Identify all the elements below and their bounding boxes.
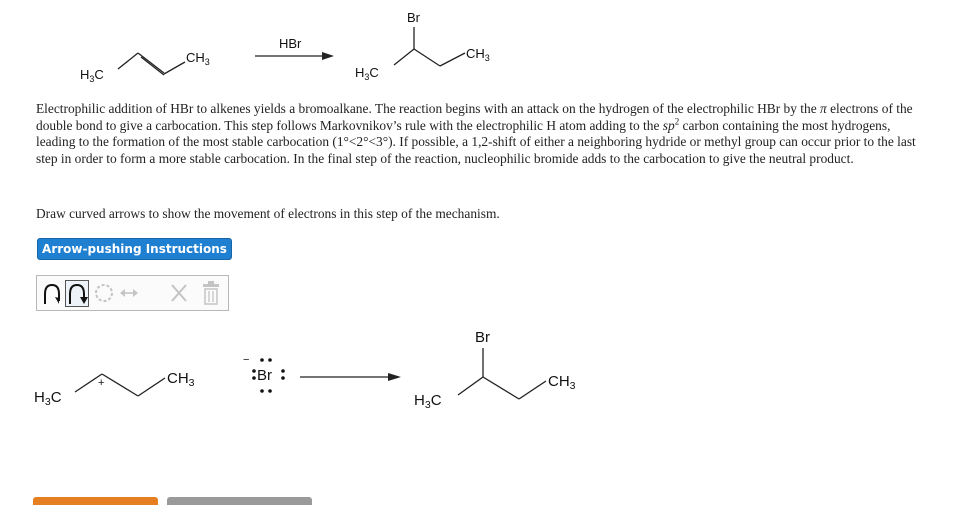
- drawing-toolbar: [36, 275, 229, 311]
- top-product: [355, 10, 490, 82]
- mechanism-arrow: [300, 373, 401, 381]
- resize-tool[interactable]: [117, 280, 141, 307]
- trash-icon: [200, 280, 222, 307]
- carbocation-left-group: $H_3C$: [34, 389, 62, 408]
- mechanism-product-substituent: Br: [475, 329, 490, 346]
- secondary-button[interactable]: [167, 497, 312, 505]
- reactant-left-group: $H_3C$: [80, 67, 104, 84]
- description-paragraph: Electrophilic addition of HBr to alkenes yields a bromoalkane. The reaction begins with an attack on the hydrogen of the electrophilic HBr by the π electrons of the double bond to give a carbocation. This step follows Markovnikov’s rule with the electrophilic H atom adding to the $sp^2$ carbon containing the most hydrogens, leading to the formation of the most stable carbocation (1°<2°<3°). If possible, a 1,2-shift of either a neighboring hydride or methyl group can occur prior to the last step in order to form a more stable carbocation. In the final step of the reaction, nucleophilic bromide adds to the carbocation to give the neutral product.: [36, 101, 916, 166]
- curved-arrow-half-icon: [41, 280, 63, 307]
- carbocation-right-group: $CH_3$: [167, 370, 195, 389]
- bromide-charge: −: [243, 354, 250, 366]
- bromide-symbol: Br: [257, 367, 272, 384]
- close-icon: [168, 280, 190, 307]
- double-arrow-icon: [117, 280, 141, 307]
- top-product-right-group: $CH_3$: [466, 46, 490, 63]
- carbocation: [34, 370, 195, 408]
- top-product-left-group: $H_3C$: [355, 65, 379, 82]
- instruction-prompt: Draw curved arrows to show the movement of electrons in this step of the mechanism.: [36, 206, 500, 221]
- lasso-tool[interactable]: [92, 280, 116, 307]
- mechanism-product-left-group: $H_3C$: [414, 392, 442, 411]
- reagent-label: HBr: [279, 36, 302, 51]
- carbocation-charge: +: [98, 377, 105, 389]
- lasso-icon: [92, 280, 116, 307]
- submit-button[interactable]: [33, 497, 158, 505]
- reagent-arrow: [255, 36, 334, 60]
- clear-tool[interactable]: [200, 280, 222, 307]
- mechanism-product: [414, 329, 576, 411]
- mechanism-product-right-group: $CH_3$: [548, 373, 576, 392]
- arrow-pushing-instructions-button[interactable]: Arrow-pushing Instructions: [37, 238, 232, 260]
- curved-arrow-full-icon: [66, 281, 88, 306]
- top-product-substituent: Br: [407, 10, 420, 25]
- electron-pair-arrow-tool[interactable]: [65, 280, 89, 307]
- reactant-right-group: $CH_3$: [186, 50, 210, 67]
- reactant-alkene: [80, 50, 210, 84]
- bromide-nucleophile: [243, 354, 285, 393]
- single-electron-arrow-tool[interactable]: [41, 280, 63, 307]
- delete-tool[interactable]: [168, 280, 190, 307]
